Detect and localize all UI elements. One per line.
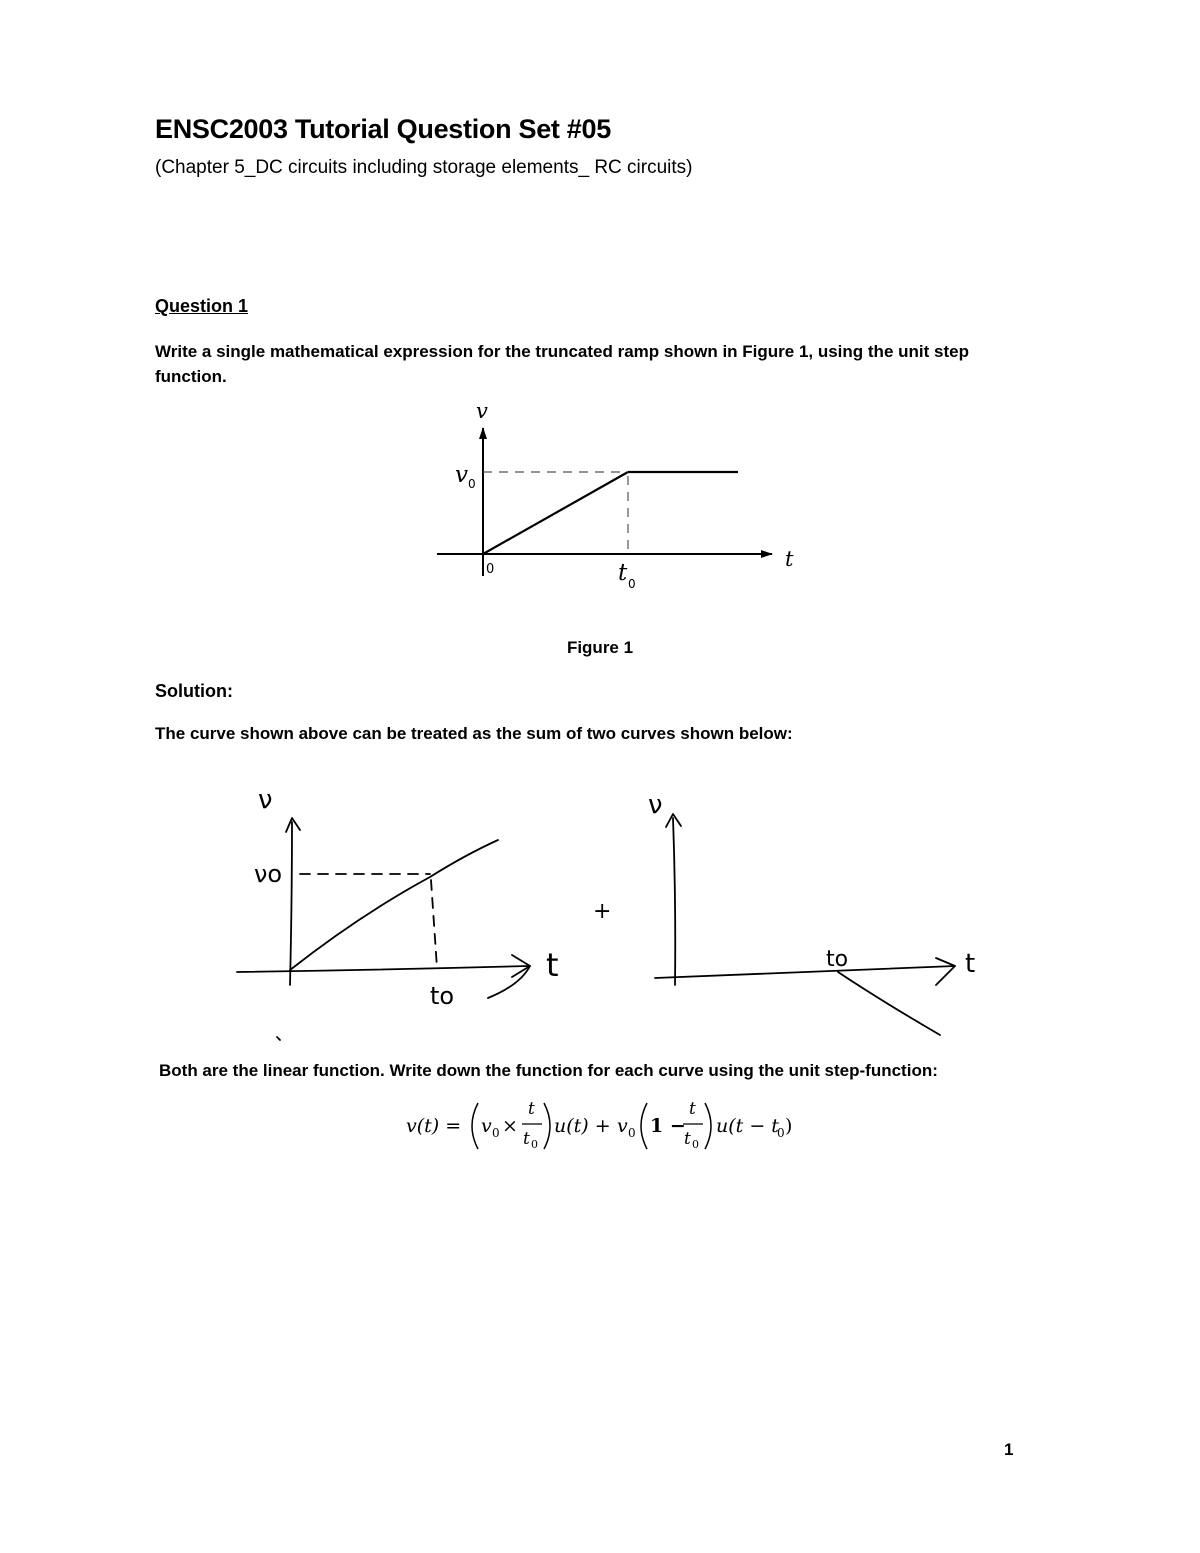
question-1-text: Write a single mathematical expression for the truncated ramp shown in Figure 1, using the unit step function. [155, 342, 969, 386]
solution-text: The curve shown above can be treated as the sum of two curves shown below: [155, 724, 793, 743]
figure-1-time-label: t [618, 560, 628, 586]
page-number: 1 [1004, 1440, 1014, 1459]
equation-v0-1: v [481, 1115, 492, 1137]
left-sketch-time-label: to [430, 982, 455, 1010]
left-sketch-level-label: νo [254, 860, 283, 888]
figure-1-y-axis-label: v [476, 399, 488, 423]
equation-frac2-den-sub: 0 [692, 1138, 699, 1151]
figure-1-level-label: v [455, 462, 468, 488]
equation-lhs: v(t) = [406, 1115, 462, 1137]
equation-v0-2: v [617, 1115, 628, 1137]
equation-v0-2-sub: 0 [628, 1126, 636, 1140]
plus-sign: + [593, 899, 612, 924]
equation-open-paren-1 [472, 1103, 478, 1149]
equation-frac2-den: t [684, 1129, 691, 1149]
figure-1-x-axis-label: t [785, 547, 794, 571]
solution-heading: Solution: [155, 681, 233, 701]
figure-1-time-sub: 0 [628, 577, 636, 591]
document-subtitle: (Chapter 5_DC circuits including storage elements_ RC circuits) [155, 157, 693, 178]
equation-u-shift-sub: 0 [777, 1126, 785, 1140]
equation-open-paren-2 [641, 1103, 647, 1149]
equation-close: ) [785, 1115, 793, 1137]
question-1-heading: Question 1 [155, 296, 249, 316]
equation-times: × [502, 1115, 518, 1137]
figure-1-caption: Figure 1 [566, 638, 634, 657]
equation-frac1-den-sub: 0 [531, 1138, 538, 1151]
equation-close-paren-2 [705, 1103, 711, 1149]
equation-v0-1-sub: 0 [492, 1126, 500, 1140]
left-sketch-x-label: t [546, 946, 559, 984]
equation-close-paren-1 [544, 1103, 550, 1149]
linear-function-text: Both are the linear function. Write down the function for each curve using the unit step-function: [159, 1061, 938, 1080]
right-sketch-y-label: ν [648, 790, 663, 820]
figure-1-origin-label: 0 [486, 562, 495, 577]
document-title: ENSC2003 Tutorial Question Set #05 [155, 114, 611, 144]
right-sketch-time-label: to [826, 947, 849, 972]
equation-frac2-num: t [689, 1099, 696, 1119]
equation-u-shift: u(t − t [716, 1115, 779, 1137]
equation-one-minus: 1 − [650, 1115, 686, 1137]
figure-1-level-sub: 0 [468, 477, 476, 491]
right-sketch-x-label: t [965, 949, 976, 979]
equation-u-t: u(t) + [554, 1115, 611, 1137]
equation-frac1-num: t [528, 1099, 535, 1119]
equation-frac1-den: t [523, 1129, 530, 1149]
left-sketch-y-label: ν [258, 785, 273, 815]
